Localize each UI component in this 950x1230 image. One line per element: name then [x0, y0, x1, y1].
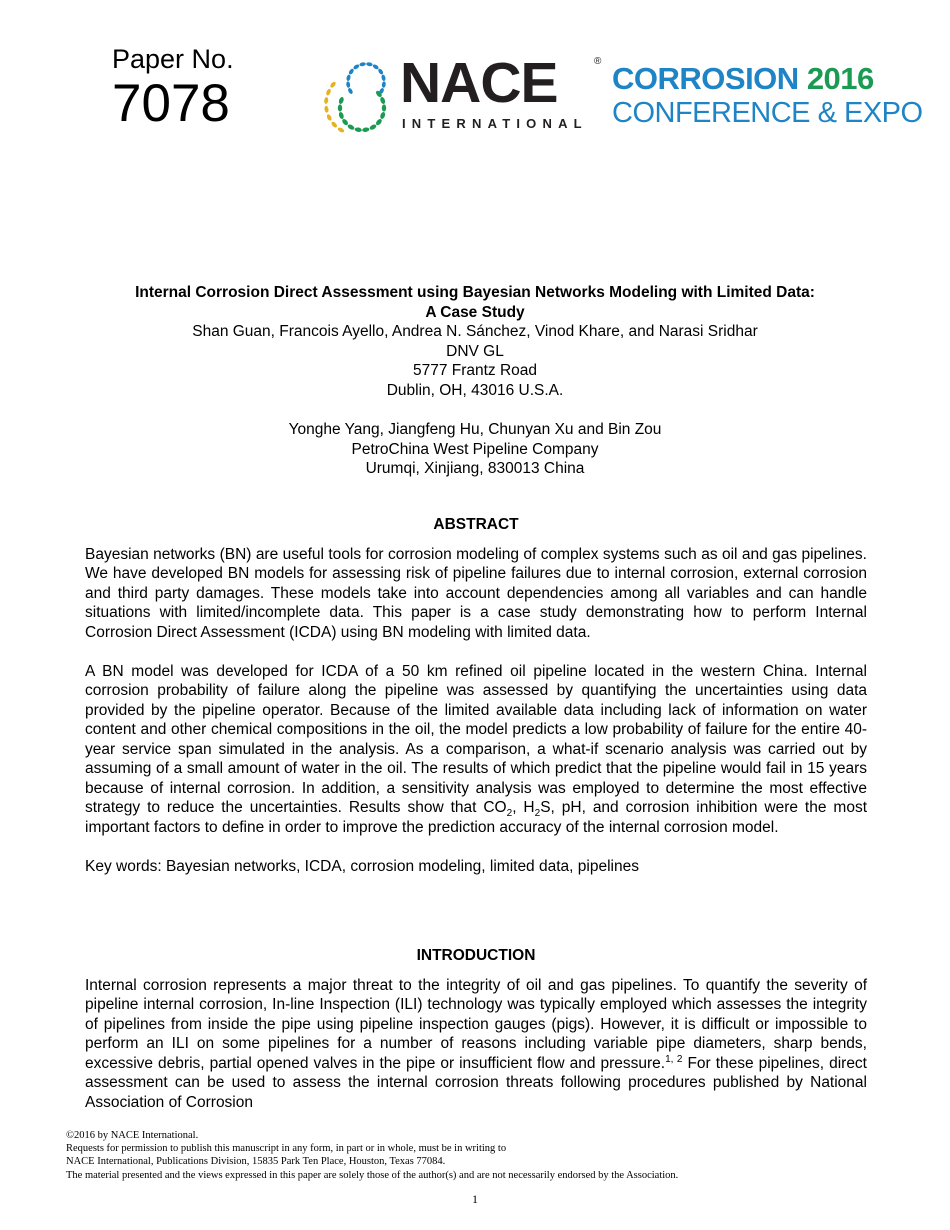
- keywords: Key words: Bayesian networks, ICDA, corrosion modeling, limited data, pipelines: [85, 857, 639, 875]
- abstract-heading: ABSTRACT: [433, 516, 519, 533]
- introduction-heading: INTRODUCTION: [416, 947, 536, 964]
- paper-number-label: Paper No.: [112, 44, 234, 74]
- introduction-paragraph-1: Internal corrosion represents a major threat to the integrity of oil and gas pipelines. To quantify the severity of pipeline internal corrosion, In-line Inspection (ILI) technology was typically employed which assesses the integrity of pipelines from inside the pipe using pipeline inspection gauges (pigs). However, it is difficult or impossible to perform an ILI on some pipelines for a number of reasons including variable pipe diameters, sharp bends, excessive debris, partial opened valves in the pipe or insufficient flow and pressure.$^{1, 2}$ For these pipelines, direct assessment can be used to assess the internal corrosion threats following procedures published by National Association of Corrosion: [85, 976, 867, 1111]
- abstract-section: [85, 515, 867, 876]
- emblem-dot: [347, 123, 355, 130]
- conference-logo: [612, 62, 923, 130]
- emblem-dot: [330, 121, 338, 129]
- conference-year: 2016: [806, 61, 874, 96]
- emblem-dot: [341, 118, 349, 126]
- nace-emblem-icon: [322, 56, 402, 136]
- emblem-dot: [359, 62, 366, 67]
- emblem-dot: [377, 68, 384, 75]
- title-line-1: Internal Corrosion Direct Assessment using Bayesian Networks Modeling with Limited Data:: [135, 284, 815, 301]
- emblem-dot: [379, 111, 386, 119]
- nace-logo: [322, 51, 607, 136]
- emblem-dot: [324, 97, 329, 104]
- emblem-dot: [346, 81, 351, 88]
- emblem-dot: [381, 74, 386, 81]
- emblem-dot: [362, 127, 370, 133]
- conference-title: [612, 62, 923, 96]
- nace-wordmark: NACE: [400, 51, 558, 115]
- footer-line-1: ©2016 by NACE International.: [66, 1130, 199, 1141]
- emblem-dot: [329, 81, 336, 89]
- street-1: 5777 Frantz Road: [412, 362, 538, 379]
- emblem-dot: [353, 64, 360, 71]
- introduction-section: [85, 946, 867, 1112]
- city-1: Dublin, OH, 43016 U.S.A.: [386, 381, 564, 399]
- authors-1: Shan Guan, Francois Ayello, Andrea N. Sánchez, Vinod Khare, and Narasi Sridhar: [192, 323, 758, 340]
- nace-subtitle: INTERNATIONAL: [402, 116, 588, 131]
- org-1: DNV GL: [446, 342, 504, 360]
- title-line-2: A Case Study: [425, 303, 525, 321]
- emblem-dot: [348, 68, 355, 75]
- emblem-dot: [369, 123, 377, 130]
- emblem-dot: [325, 88, 331, 96]
- page-number: 1: [472, 1192, 478, 1206]
- paper-header: [85, 283, 865, 479]
- abstract-paragraph-1: Bayesian networks (BN) are useful tools for corrosion modeling of complex systems such as oil and gas pipelines. We have developed BN models for assessing risk of pipeline failures due to internal corrosion, external corrosion and third party damages. These models take into account dependencies among all variables and can handle situations with limited/incomplete data. This paper is a case study demonstrating how to perform Internal Corrosion Direct Assessment (ICDA) using BN modeling with limited data.: [85, 545, 867, 641]
- conference-name: CORROSION: [612, 61, 799, 96]
- footer-line-3: NACE International, Publications Division, 15835 Park Ten Place, Houston, Texas 77084.: [66, 1156, 446, 1168]
- emblem-dot: [338, 111, 345, 119]
- registered-mark: ®: [594, 56, 602, 67]
- emblem-dot: [372, 64, 379, 71]
- emblem-dot: [366, 62, 373, 67]
- authors-2: Yonghe Yang, Jiangfeng Hu, Chunyan Xu and Bin Zou: [288, 421, 662, 438]
- emblem-dot: [324, 106, 329, 113]
- emblem-dot: [381, 81, 386, 88]
- emblem-dot: [382, 104, 386, 111]
- conference-subtitle: CONFERENCE & EXPO: [612, 97, 923, 129]
- emblem-dot: [338, 104, 342, 111]
- emblem-dot: [375, 118, 383, 126]
- paper-number: 7078: [112, 74, 230, 133]
- emblem-dot: [326, 114, 333, 122]
- paper-number-block: [112, 44, 234, 132]
- org-2: PetroChina West Pipeline Company: [351, 440, 599, 458]
- emblem-dot: [337, 127, 345, 134]
- emblem-dot: [354, 127, 362, 133]
- emblem-dot: [347, 87, 353, 94]
- emblem-dot: [379, 96, 386, 104]
- footer-line-4: The material presented and the views expressed in this paper are solely those of the author(s) and are not necessarily endorsed by the Association.: [66, 1169, 679, 1181]
- abstract-paragraph-2: A BN model was developed for ICDA of a 50 km refined oil pipeline located in the western China. Internal corrosion probability of failure along the pipeline was assessed by quantifying the uncertainties using data provided by the pipeline operator. Because of the limited available data including lack of information on water content and other chemical compositions in the oil, the model predicts a low probability of failure for the entire 40-year service span simulated in the analysis. As a comparison, a what-if scenario analysis was carried out by assuming of a small amount of water in the oil. The results of which predict that the pipeline would fail in 15 years because of internal corrosion. In addition, a sensitivity analysis was employed to determine the most effective strategy to reduce the uncertainties. Results show that $CO_2$, $H_2S$, pH, and corrosion inhibition were the most important factors to define in order to improve the prediction accuracy of the internal corrosion model.: [85, 662, 867, 836]
- emblem-dot: [338, 96, 345, 104]
- emblem-dot: [346, 74, 351, 81]
- footer-line-2: Requests for permission to publish this manuscript in any form, in part or in whole, must be in writing to: [66, 1143, 507, 1155]
- city-2: Urumqi, Xinjiang, 830013 China: [365, 460, 585, 477]
- copyright-footer: [66, 1129, 678, 1182]
